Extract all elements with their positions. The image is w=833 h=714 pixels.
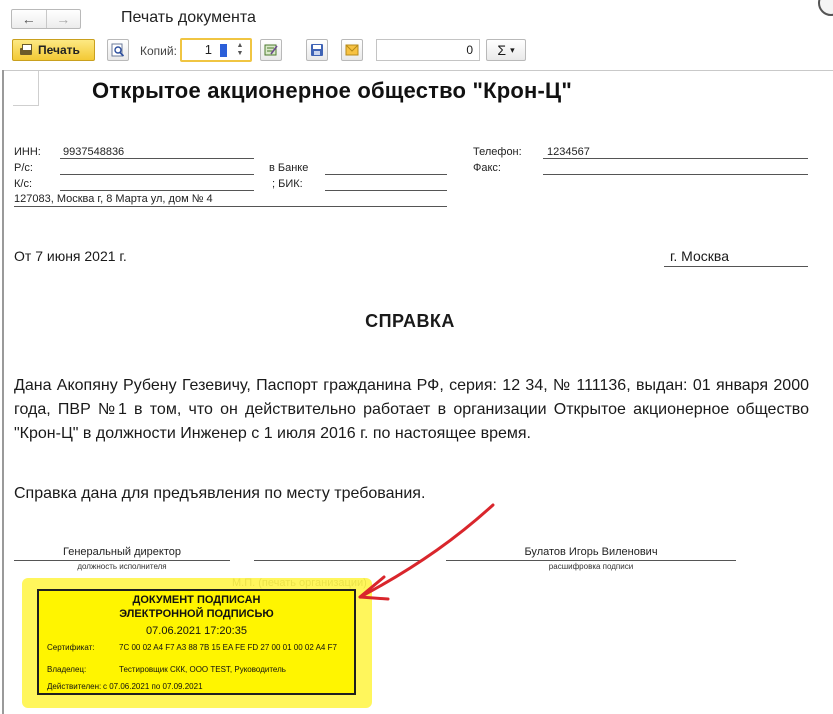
phone-value: 1234567 xyxy=(547,146,590,158)
document-purpose: Справка дана для предъявления по месту требования. xyxy=(14,485,426,502)
signer-position: Генеральный директор xyxy=(63,546,181,558)
bank-label: в Банке xyxy=(269,162,309,174)
chevron-down-icon: ▾ xyxy=(510,44,515,55)
position-caption: должность исполнителя xyxy=(77,562,167,571)
phone-label: Телефон: xyxy=(473,146,522,158)
copies-value: 1 xyxy=(204,42,212,57)
copies-spinner[interactable]: ▲ ▼ xyxy=(236,42,244,57)
sigma-icon: Σ xyxy=(497,42,507,58)
signer-name: Булатов Игорь Виленович xyxy=(524,546,658,558)
bik-label: ; БИК: xyxy=(272,178,303,190)
stamp-owner-label: Владелец: xyxy=(47,665,87,674)
stamp-line-2: ЭЛЕКТРОННОЙ ПОДПИСЬЮ xyxy=(119,608,274,620)
name-caption: расшифровка подписи xyxy=(548,562,634,571)
stamp-cert-value: 7C 00 02 A4 F7 A3 88 7B 15 EA FE FD 27 00 01 00 02 A4 F7 xyxy=(119,643,337,652)
document-date: От 7 июня 2021 г. xyxy=(14,248,127,264)
stamp-valid-label: Действителен: xyxy=(47,682,102,691)
print-button-label: Печать xyxy=(38,43,80,57)
back-arrow-icon[interactable]: ← xyxy=(21,11,36,27)
fax-label: Факс: xyxy=(473,162,501,174)
document-heading: СПРАВКА xyxy=(365,311,455,331)
inn-label: ИНН: xyxy=(14,146,41,158)
stamp-line-1: ДОКУМЕНТ ПОДПИСАН xyxy=(132,594,261,606)
address: 127083, Москва г, 8 Марта ул, дом № 4 xyxy=(14,193,213,205)
stamp-valid-value: с 07.06.2021 по 07.09.2021 xyxy=(103,682,203,691)
rs-label: Р/с: xyxy=(14,162,33,174)
forward-arrow-icon[interactable]: → xyxy=(46,10,81,28)
inn-value: 9937548836 xyxy=(63,146,125,158)
ks-label: К/с: xyxy=(14,178,33,190)
window-title: Печать документа xyxy=(121,9,256,26)
document-body: Дана Акопяну Рубену Гезевичу, Паспорт гражданина РФ, серия: 12 34, № 111136, выдан: 01 января 2000 года, ПВР №1 в том, что он действительно работает в организации Открытое акционерное общество "Крон-Ц" в должности Инженер с 1 июля 2016 г. по настоящее время. xyxy=(14,377,809,442)
stamp-timestamp: 07.06.2021 17:20:35 xyxy=(146,625,247,637)
stamp-cert-label: Сертификат: xyxy=(47,643,95,652)
sum-field: 0 xyxy=(376,39,480,61)
stamp-owner-value: Тестировщик СКК, ООО TEST, Руководитель xyxy=(119,665,286,674)
copies-label: Копий: xyxy=(140,44,177,58)
document-city: г. Москва xyxy=(664,248,808,267)
organization-title: Открытое акционерное общество "Крон-Ц" xyxy=(92,78,572,103)
